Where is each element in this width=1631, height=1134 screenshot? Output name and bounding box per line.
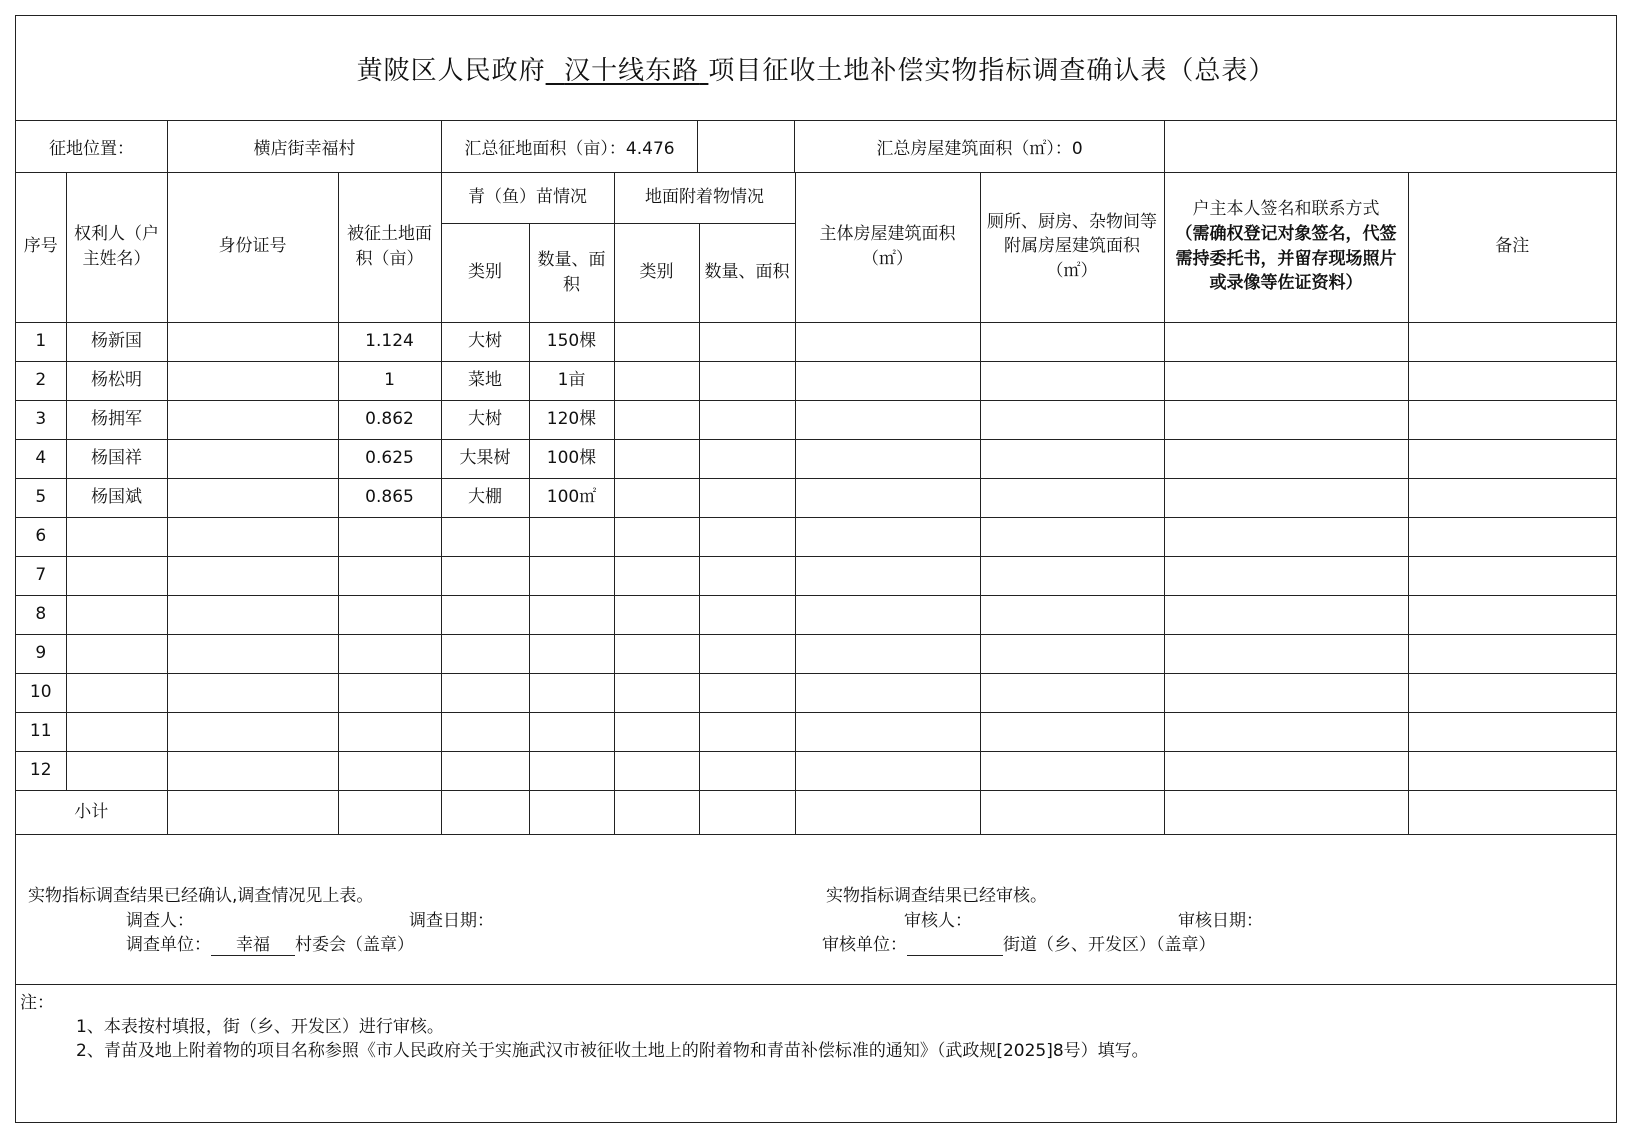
header-aux-house: 厕所、厨房、杂物间等附属房屋建筑面积（㎡） [980,172,1164,322]
cell-id-number [167,400,338,439]
cell-main-house [795,361,980,400]
cell-main-house [795,751,980,790]
cell-attach-type [614,634,699,673]
cell-remarks [1408,322,1616,361]
header-seedling-type: 类别 [441,223,529,322]
header-remarks: 备注 [1408,172,1616,322]
cell-seq: 5 [16,478,66,517]
header-main-house: 主体房屋建筑面积（㎡） [795,172,980,322]
cell-land-area: 1 [338,361,441,400]
cell-signature [1164,478,1408,517]
title-project-name: 汉十线东路 [564,55,700,86]
header-seedling-qty: 数量、面积 [529,223,614,322]
cell-attach-qty [699,361,795,400]
cell-main-house [795,595,980,634]
header-attachment-qty: 数量、面积 [699,223,795,322]
table-row [16,556,1616,595]
cell-seq: 4 [16,439,66,478]
cell-seedling-qty [529,751,614,790]
cell-seedling-qty: 150棵 [529,322,614,361]
cell-signature [1164,712,1408,751]
cell-id-number [167,712,338,751]
cell-remarks [1408,595,1616,634]
cell-aux-house [980,712,1164,751]
investigate-date-label: 调查日期： [409,911,494,931]
cell-id-number [167,751,338,790]
cell-owner [66,517,167,556]
cell-remarks [1408,634,1616,673]
cell-aux-house [980,478,1164,517]
cell-signature [1164,673,1408,712]
cell-main-house [795,556,980,595]
cell-attach-qty [699,751,795,790]
cell-seq: 1 [16,322,66,361]
survey-sheet [15,15,1617,1123]
form-title [16,16,1616,121]
subtotal-cell [699,790,795,834]
cell-seedling-type: 大果树 [441,439,529,478]
info-empty-cell-right [1164,120,1616,172]
table-row [16,400,1616,439]
cell-aux-house [980,751,1164,790]
cell-seedling-qty [529,673,614,712]
header-attachment-group: 地面附着物情况 [614,172,795,223]
cell-id-number [167,478,338,517]
cell-seedling-type: 大棚 [441,478,529,517]
cell-seedling-qty [529,712,614,751]
cell-seedling-type [441,712,529,751]
cell-land-area [338,634,441,673]
cell-attach-type [614,322,699,361]
cell-land-area [338,556,441,595]
cell-attach-type [614,595,699,634]
cell-remarks [1408,556,1616,595]
investigate-unit-line: 调查单位： 幸福 村委会（盖章） [126,930,414,956]
cell-attach-type [614,361,699,400]
cell-attach-qty [699,673,795,712]
cell-seedling-qty: 1亩 [529,361,614,400]
table-row [16,673,1616,712]
review-unit-blank [907,935,1003,956]
survey-table [16,172,1616,835]
subtotal-cell [614,790,699,834]
cell-remarks [1408,673,1616,712]
subtotal-cell [980,790,1164,834]
cell-attach-qty [699,517,795,556]
cell-land-area [338,673,441,712]
cell-seedling-type [441,517,529,556]
cell-signature [1164,556,1408,595]
cell-remarks [1408,361,1616,400]
subtotal-label: 小计 [16,790,167,834]
cell-seq: 6 [16,517,66,556]
cell-owner [66,673,167,712]
cell-aux-house [980,322,1164,361]
cell-owner: 杨新国 [66,322,167,361]
header-seq: 序号 [16,172,66,322]
table-row [16,595,1616,634]
cell-remarks [1408,439,1616,478]
cell-seq: 3 [16,400,66,439]
cell-signature [1164,634,1408,673]
subtotal-cell [795,790,980,834]
cell-attach-type [614,673,699,712]
cell-signature [1164,439,1408,478]
cell-aux-house [980,634,1164,673]
cell-signature [1164,751,1408,790]
table-row [16,439,1616,478]
cell-signature [1164,517,1408,556]
cell-seq: 12 [16,751,66,790]
header-attachment-type: 类别 [614,223,699,322]
table-row [16,712,1616,751]
cell-owner [66,712,167,751]
cell-attach-qty [699,595,795,634]
cell-signature [1164,400,1408,439]
reviewer-label: 审核人： [904,911,972,931]
cell-main-house [795,673,980,712]
cell-main-house [795,634,980,673]
cell-land-area: 0.625 [338,439,441,478]
location-label: 征地位置： [49,138,134,159]
cell-seedling-qty [529,634,614,673]
cell-seedling-type: 大树 [441,322,529,361]
cell-id-number [167,634,338,673]
cell-owner [66,634,167,673]
cell-remarks [1408,517,1616,556]
subtotal-cell [1408,790,1616,834]
header-owner: 权利人（户主姓名） [66,172,167,322]
investigation-confirm-text: 实物指标调查结果已经确认,调查情况见上表。 [28,886,374,906]
cell-id-number [167,673,338,712]
cell-land-area: 0.862 [338,400,441,439]
cell-aux-house [980,517,1164,556]
header-seedling-group: 青（鱼）苗情况 [441,172,614,223]
cell-seedling-qty [529,556,614,595]
subtotal-cell [529,790,614,834]
cell-attach-qty [699,556,795,595]
cell-seq: 7 [16,556,66,595]
total-building-area: 汇总房屋建筑面积（㎡）：0 [794,120,1164,172]
cell-owner: 杨拥军 [66,400,167,439]
cell-remarks [1408,712,1616,751]
cell-main-house [795,322,980,361]
cell-seedling-type: 菜地 [441,361,529,400]
cell-main-house [795,478,980,517]
cell-land-area [338,712,441,751]
review-date-label: 审核日期： [1178,911,1263,931]
header-row-top [16,172,1616,223]
header-signature [1164,172,1408,322]
cell-remarks [1408,400,1616,439]
cell-owner: 杨松明 [66,361,167,400]
info-empty-cell [697,120,794,172]
cell-land-area [338,517,441,556]
cell-seedling-type [441,634,529,673]
location-value: 横店街幸福村 [167,120,441,172]
cell-seedling-qty: 100棵 [529,439,614,478]
cell-attach-type [614,751,699,790]
table-row [16,634,1616,673]
title-suffix: 项目征收土地补偿实物指标调查确认表（总表） [708,55,1276,86]
review-confirm-text: 实物指标调查结果已经审核。 [826,886,1047,906]
cell-remarks [1408,478,1616,517]
header-land-area: 被征土地面积（亩） [338,172,441,322]
cell-signature [1164,595,1408,634]
cell-seedling-type: 大树 [441,400,529,439]
cell-seedling-type [441,751,529,790]
subtotal-cell [338,790,441,834]
cell-attach-qty [699,400,795,439]
cell-attach-type [614,712,699,751]
investigator-label: 调查人： [126,911,194,931]
cell-aux-house [980,673,1164,712]
cell-attach-qty [699,712,795,751]
cell-remarks [1408,751,1616,790]
table-row [16,478,1616,517]
cell-main-house [795,400,980,439]
cell-land-area: 0.865 [338,478,441,517]
cell-seq: 10 [16,673,66,712]
cell-land-area [338,751,441,790]
cell-main-house [795,712,980,751]
cell-seedling-type [441,595,529,634]
subtotal-row [16,790,1616,834]
cell-seedling-qty [529,517,614,556]
cell-attach-qty [699,478,795,517]
investigate-unit-value: 幸福 [211,930,295,956]
note-line-2: 2、青苗及地上附着物的项目名称参照《市人民政府关于实施武汉市被征收土地上的附着物和青苗补偿标准的通知》（武政规[2025]8号）填写。 [76,1041,1149,1061]
cell-id-number [167,361,338,400]
table-row [16,322,1616,361]
cell-attach-qty [699,439,795,478]
cell-main-house [795,439,980,478]
cell-seq: 11 [16,712,66,751]
table-row [16,751,1616,790]
cell-attach-type [614,439,699,478]
table-row [16,517,1616,556]
subtotal-cell [441,790,529,834]
cell-land-area [338,595,441,634]
cell-aux-house [980,361,1164,400]
table-row [16,361,1616,400]
signature-title: 户主本人签名和联系方式 [1192,199,1380,220]
subtotal-cell [167,790,338,834]
cell-attach-type [614,400,699,439]
cell-id-number [167,556,338,595]
cell-owner [66,595,167,634]
info-bar [16,120,1616,173]
cell-signature [1164,361,1408,400]
cell-attach-qty [699,634,795,673]
signature-note: （需确权登记对象签名，代签需持委托书，并留存现场照片或录像等佐证资料） [1175,224,1397,294]
cell-seedling-type [441,673,529,712]
cell-seq: 9 [16,634,66,673]
cell-land-area: 1.124 [338,322,441,361]
cell-aux-house [980,556,1164,595]
cell-attach-type [614,517,699,556]
cell-owner: 杨国祥 [66,439,167,478]
cell-main-house [795,517,980,556]
cell-aux-house [980,400,1164,439]
cell-seedling-qty: 100㎡ [529,478,614,517]
title-prefix: 黄陂区人民政府 [356,55,546,86]
cell-attach-type [614,556,699,595]
review-unit-line: 审核单位： 街道（乡、开发区）（盖章） [822,935,1216,955]
cell-aux-house [980,439,1164,478]
cell-id-number [167,322,338,361]
cell-seq: 8 [16,595,66,634]
cell-owner: 杨国斌 [66,478,167,517]
cell-signature [1164,322,1408,361]
cell-seq: 2 [16,361,66,400]
cell-seedling-qty: 120棵 [529,400,614,439]
cell-attach-qty [699,322,795,361]
notes-heading: 注： [20,993,54,1013]
cell-seedling-qty [529,595,614,634]
cell-seedling-type [441,556,529,595]
cell-aux-house [980,595,1164,634]
cell-owner [66,556,167,595]
cell-id-number [167,439,338,478]
cell-id-number [167,517,338,556]
confirmation-section [16,853,1616,985]
note-line-1: 1、本表按村填报，街（乡、开发区）进行审核。 [76,1017,444,1037]
subtotal-cell [1164,790,1408,834]
header-id-number: 身份证号 [167,172,338,322]
cell-attach-type [614,478,699,517]
total-land-area: 汇总征地面积（亩）：4.476 [441,120,697,172]
cell-owner [66,751,167,790]
cell-id-number [167,595,338,634]
